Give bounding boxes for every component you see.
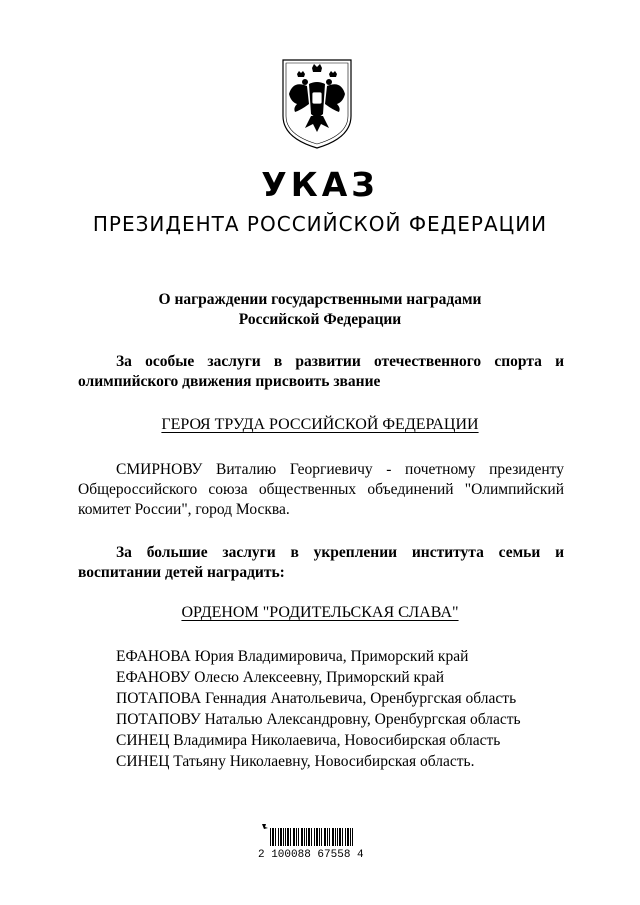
list-item: ПОТАПОВА Геннадия Анатольевича, Оренбургская область (116, 690, 517, 707)
document-subtitle: ПРЕЗИДЕНТА РОССИЙСКОЙ ФЕДЕРАЦИИ (92, 212, 548, 236)
coat-of-arms-icon (275, 54, 359, 150)
section2-intro: За большие заслуги в укреплении института семьи и воспитании детей наградить: (78, 544, 564, 581)
list-item: СИНЕЦ Татьяну Николаевну, Новосибирская область. (116, 753, 475, 770)
list-item: ЕФАНОВА Юрия Владимировича, Приморский край (116, 648, 469, 665)
decree-subject (0, 290, 640, 330)
subject-line-2: Российской Федерации (238, 311, 402, 328)
list-item: ЕФАНОВУ Олесю Алексеевну, Приморский край (116, 669, 444, 686)
section1-award-text: ГЕРОЯ ТРУДА РОССИЙСКОЙ ФЕДЕРАЦИИ (161, 416, 479, 433)
subject-line-1: О награждении государственными наградами (158, 291, 482, 308)
section2-award-text: ОРДЕНОМ "РОДИТЕЛЬСКАЯ СЛАВА" (181, 604, 459, 621)
list-item: ПОТАПОВУ Наталью Александровну, Оренбургская область (116, 711, 521, 728)
section1-award-title (0, 416, 640, 434)
section1-recipient: СМИРНОВУ Виталию Георгиевичу - почетному президенту Общероссийского союза общественных объединений "Олимпийский комитет России", город Москва. (78, 461, 564, 518)
barcode-number: 2 100088 67558 4 (258, 849, 364, 861)
list-item: СИНЕЦ Владимира Николаевича, Новосибирская область (116, 732, 501, 749)
section1-intro: За особые заслуги в развитии отечественного спорта и олимпийского движения присвоить звание (78, 353, 564, 390)
section2-award-title (0, 604, 640, 622)
recipients-list (116, 646, 521, 772)
document-title: УКАЗ (261, 165, 379, 204)
